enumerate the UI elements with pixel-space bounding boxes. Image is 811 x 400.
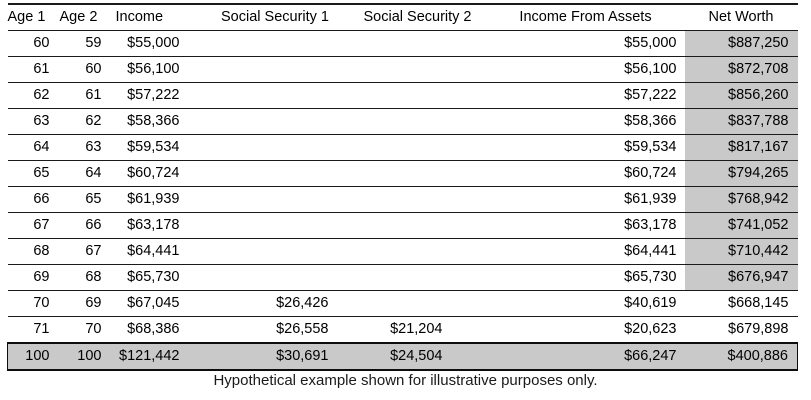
cell-assets: $64,441 (487, 239, 685, 265)
table-row (8, 291, 798, 317)
cell-assets: $60,724 (487, 161, 685, 187)
table-row (8, 187, 798, 213)
cell-net: $710,442 (685, 239, 798, 265)
table-row (8, 213, 798, 239)
cell-net: $768,942 (685, 187, 798, 213)
cell-income: $56,100 (116, 57, 202, 83)
cell-age2: 64 (60, 161, 116, 187)
cell-ss1 (202, 109, 349, 135)
cell-age2: 69 (60, 291, 116, 317)
cell-age2: 63 (60, 135, 116, 161)
cell-assets: $40,619 (487, 291, 685, 317)
cell-age1: 71 (8, 317, 60, 344)
cell-age1: 67 (8, 213, 60, 239)
cell-income: $60,724 (116, 161, 202, 187)
column-header-social-security-2: Social Security 2 (349, 4, 487, 31)
cell-income: $121,442 (116, 343, 202, 370)
cell-age1: 69 (8, 265, 60, 291)
cell-income: $61,939 (116, 187, 202, 213)
cell-age2: 61 (60, 83, 116, 109)
cell-ss2: $24,504 (349, 343, 487, 370)
cell-ss2 (349, 291, 487, 317)
cell-age2: 65 (60, 187, 116, 213)
cell-age1: 68 (8, 239, 60, 265)
column-header-age2: Age 2 (60, 4, 116, 31)
cell-ss1 (202, 135, 349, 161)
cell-age1: 60 (8, 31, 60, 57)
cell-net: $872,708 (685, 57, 798, 83)
cell-net: $856,260 (685, 83, 798, 109)
cell-income: $64,441 (116, 239, 202, 265)
cell-age1: 70 (8, 291, 60, 317)
cell-ss2 (349, 135, 487, 161)
cell-ss1: $26,558 (202, 317, 349, 344)
cell-net: $668,145 (685, 291, 798, 317)
cell-net: $400,886 (685, 343, 798, 370)
cell-age2: 59 (60, 31, 116, 57)
cell-ss1: $30,691 (202, 343, 349, 370)
cell-age1: 100 (8, 343, 60, 370)
cell-ss2 (349, 213, 487, 239)
table-row (8, 135, 798, 161)
cell-ss2 (349, 161, 487, 187)
cell-age2: 60 (60, 57, 116, 83)
table-body (8, 31, 798, 371)
cell-net: $676,947 (685, 265, 798, 291)
column-header-income: Income (116, 4, 202, 31)
cell-net: $794,265 (685, 161, 798, 187)
cell-ss2 (349, 31, 487, 57)
table-row (8, 343, 798, 370)
cell-net: $679,898 (685, 317, 798, 344)
table-header-row (8, 4, 798, 31)
cell-ss2 (349, 239, 487, 265)
cell-assets: $58,366 (487, 109, 685, 135)
cell-ss2 (349, 187, 487, 213)
cell-ss2 (349, 109, 487, 135)
cell-assets: $61,939 (487, 187, 685, 213)
cell-ss1 (202, 213, 349, 239)
cell-ss1 (202, 83, 349, 109)
cell-assets: $20,623 (487, 317, 685, 344)
cell-net: $817,167 (685, 135, 798, 161)
cell-assets: $56,100 (487, 57, 685, 83)
cell-ss1 (202, 161, 349, 187)
cell-ss1 (202, 239, 349, 265)
cell-ss2 (349, 57, 487, 83)
cell-assets: $57,222 (487, 83, 685, 109)
column-header-age1: Age 1 (8, 4, 60, 31)
cell-age1: 65 (8, 161, 60, 187)
cell-age2: 66 (60, 213, 116, 239)
cell-ss1: $26,426 (202, 291, 349, 317)
table-row (8, 83, 798, 109)
cell-net: $741,052 (685, 213, 798, 239)
table-row (8, 239, 798, 265)
cell-income: $57,222 (116, 83, 202, 109)
cell-age2: 62 (60, 109, 116, 135)
table-row (8, 57, 798, 83)
cell-age2: 70 (60, 317, 116, 344)
cell-age2: 68 (60, 265, 116, 291)
table-row (8, 109, 798, 135)
cell-income: $68,386 (116, 317, 202, 344)
cell-assets: $55,000 (487, 31, 685, 57)
table-row (8, 161, 798, 187)
retirement-projection-table-container (7, 3, 797, 371)
cell-assets: $63,178 (487, 213, 685, 239)
column-header-net-worth: Net Worth (685, 4, 798, 31)
cell-age2: 100 (60, 343, 116, 370)
cell-income: $58,366 (116, 109, 202, 135)
cell-ss1 (202, 57, 349, 83)
cell-income: $55,000 (116, 31, 202, 57)
cell-ss1 (202, 31, 349, 57)
cell-net: $887,250 (685, 31, 798, 57)
table-row (8, 265, 798, 291)
table-header (8, 4, 798, 31)
cell-age1: 63 (8, 109, 60, 135)
cell-ss2: $21,204 (349, 317, 487, 344)
cell-ss1 (202, 265, 349, 291)
table-row (8, 31, 798, 57)
table-row (8, 317, 798, 344)
table-caption: Hypothetical example shown for illustrative purposes only. (213, 372, 598, 389)
cell-income: $65,730 (116, 265, 202, 291)
column-header-social-security-1: Social Security 1 (202, 4, 349, 31)
cell-ss1 (202, 187, 349, 213)
cell-age1: 66 (8, 187, 60, 213)
cell-net: $837,788 (685, 109, 798, 135)
cell-ss2 (349, 83, 487, 109)
cell-age2: 67 (60, 239, 116, 265)
cell-assets: $66,247 (487, 343, 685, 370)
cell-income: $63,178 (116, 213, 202, 239)
cell-age1: 62 (8, 83, 60, 109)
column-header-income-from-assets: Income From Assets (487, 4, 685, 31)
cell-assets: $65,730 (487, 265, 685, 291)
cell-income: $59,534 (116, 135, 202, 161)
cell-age1: 64 (8, 135, 60, 161)
cell-age1: 61 (8, 57, 60, 83)
cell-assets: $59,534 (487, 135, 685, 161)
retirement-projection-table (7, 3, 798, 371)
cell-income: $67,045 (116, 291, 202, 317)
cell-ss2 (349, 265, 487, 291)
